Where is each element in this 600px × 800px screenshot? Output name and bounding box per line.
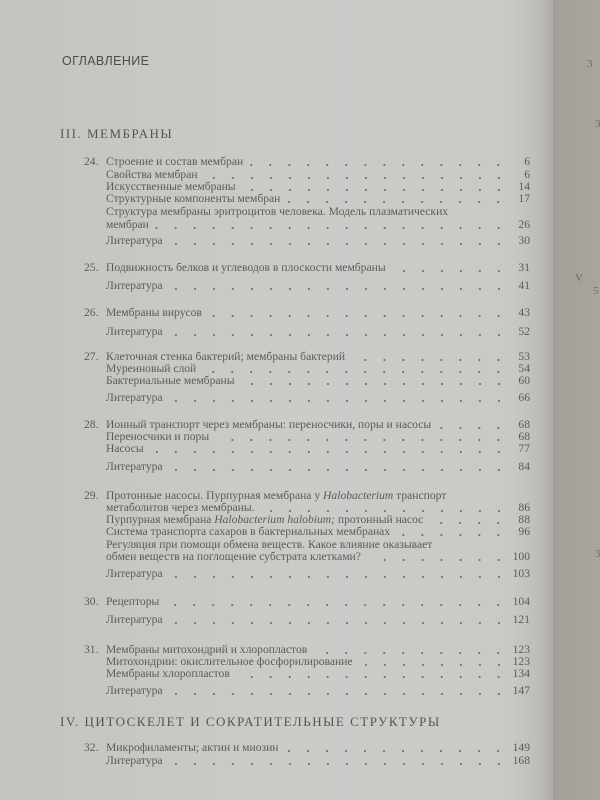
dot-leader [236,676,508,678]
page-number: 52 [518,325,530,338]
toc-entry[interactable] [84,668,530,680]
page-number: 41 [518,279,530,292]
entry-title: Протонные насосы. Пурпурная мембрана у Halobacterium транспорт [106,489,447,502]
page-number: 104 [512,595,530,608]
entry-title: Литература [106,234,163,247]
dot-leader [169,693,508,695]
page-title: ОГЛАВЛЕНИЕ [62,54,150,68]
page-number: 60 [518,374,530,387]
page-number: 30 [518,234,530,247]
entry-title: Литература [106,613,163,626]
page-number: 149 [512,741,530,754]
entry-title: Литература [106,279,163,292]
toc-entry[interactable] [84,375,530,387]
page-number: 26 [518,218,530,231]
chapter-number: 24. [84,155,99,168]
entry-title: Переносчики и поры [106,430,210,443]
page-number: 103 [512,567,530,580]
page-number: 6 [524,168,530,181]
toc-entry[interactable] [84,156,530,168]
page-number: 43 [518,306,530,319]
toc-entry[interactable] [84,193,530,205]
toc-entry[interactable] [84,461,530,473]
entry-title: Мембраны вирусов [106,306,202,319]
part-heading: III. МЕМБРАНЫ [60,126,174,141]
dot-leader [351,359,508,361]
entry-title: Подвижность белков и углеводов в плоскости мембраны [106,261,386,274]
page-number: 66 [518,391,530,404]
dot-leader [261,510,508,512]
facing-page-text: 3 [587,58,593,70]
entry-title: Регуляция при помощи обмена веществ. Какое влияние оказывает [106,538,433,551]
toc-entry[interactable] [84,443,530,455]
dot-leader [249,164,508,166]
page-edge [553,0,555,800]
dot-leader [437,427,508,429]
dot-leader [208,315,508,317]
entry-title: Литература [106,567,163,580]
entry-title: Литература [106,460,163,473]
dot-leader [438,547,508,549]
page-number: 14 [518,180,530,193]
dot-leader [155,227,508,229]
toc-entry[interactable] [84,742,530,754]
page-number: 121 [512,613,530,626]
entry-title: Бактериальные мембраны [106,374,235,387]
toc-entry[interactable] [84,614,530,626]
dot-leader [169,334,508,336]
dot-leader [150,451,508,453]
page-number: 53 [518,350,530,363]
page-number: 168 [512,754,530,767]
chapter-number: 28. [84,418,99,431]
entry-title: Система транспорта сахаров в бактериальных мембранах [106,525,391,538]
toc-entry[interactable] [84,392,530,404]
dot-leader [242,189,508,191]
toc-entry[interactable] [84,307,530,319]
entry-title: метаболитов через мембраны. [106,501,255,514]
dot-leader [429,522,508,524]
page-number: 77 [518,442,530,455]
dot-leader [169,469,508,471]
page-number: 68 [518,418,530,431]
page-number: 84 [518,460,530,473]
entry-title: Строение и состав мембран [106,155,244,168]
dot-leader [169,243,508,245]
dot-leader [392,270,508,272]
chapter-number: 27. [84,350,99,363]
dot-leader [169,576,508,578]
toc-entry[interactable] [84,280,530,292]
toc-entry[interactable] [84,596,530,608]
toc-entry[interactable] [84,568,530,580]
dot-leader [454,214,508,216]
page-number: 17 [518,192,530,205]
page-number: 134 [512,667,530,680]
entry-title: Литература [106,754,163,767]
dot-leader [169,622,508,624]
dot-leader [165,604,508,606]
toc-entry[interactable] [84,235,530,247]
entry-title: Литература [106,684,163,697]
toc-entry[interactable] [84,206,530,218]
chapter-number: 30. [84,595,99,608]
page-number: 54 [518,362,530,375]
dot-leader [215,439,508,441]
dot-leader [204,177,508,179]
toc-entry[interactable] [84,551,530,563]
entry-title: Ионный транспорт через мембраны: переносчики, поры и насосы [106,418,432,431]
entry-title: Митохондрии: окислительное фосфорилирование [106,655,353,668]
facing-page-text: V [575,272,583,284]
entry-title: Мембраны хлоропластов [106,667,230,680]
entry-title: Клеточная стенка бактерий; мембраны бактерий [106,350,346,363]
entry-title: Структурные компоненты мембран [106,192,281,205]
page-number: 147 [512,684,530,697]
dot-leader [202,371,508,373]
dot-leader [396,534,508,536]
dot-leader [241,383,508,385]
page-number: 31 [518,261,530,274]
dot-leader [359,664,508,666]
facing-page [555,0,600,800]
entry-title: Муреиновый слой [106,362,197,375]
dot-leader [452,498,508,500]
toc-entry[interactable] [84,326,530,338]
dot-leader [169,763,508,765]
entry-title: мембран [106,218,149,231]
page-number: 123 [512,655,530,668]
chapter-number: 26. [84,306,99,319]
page-number: 96 [518,525,530,538]
entry-title: Пурпурная мембрана Halobacterium halobium; протонный насос [106,513,424,526]
entry-title: Мембраны митохондрий и хлоропластов [106,643,308,656]
entry-title: Микрофиламенты; актин и миозин [106,741,279,754]
chapter-number: 25. [84,261,99,274]
toc-entry[interactable] [84,219,530,231]
page-number: 123 [512,643,530,656]
entry-title: Рецепторы [106,595,160,608]
chapter-number: 29. [84,489,99,502]
page-number: 100 [512,550,530,563]
entry-title: обмен веществ на поглощение субстрата клетками? [106,550,361,563]
dot-leader [284,750,508,752]
toc-entry[interactable] [84,526,530,538]
chapter-number: 32. [84,741,99,754]
page-number: 68 [518,430,530,443]
entry-title: Литература [106,325,163,338]
toc-entry[interactable] [84,755,530,767]
part-heading: IV. ЦИТОСКЕЛЕТ И СОКРАТИТЕЛЬНЫЕ СТРУКТУРЫ [60,714,441,729]
entry-title: Насосы [106,442,144,455]
page-number: 6 [524,155,530,168]
chapter-number: 31. [84,643,99,656]
toc-entry[interactable] [84,262,530,274]
dot-leader [313,652,508,654]
facing-page-text: 5 [593,285,599,297]
toc-entry[interactable] [84,685,530,697]
entry-title: Литература [106,391,163,404]
dot-leader [367,559,508,561]
page-number: 86 [518,501,530,514]
dot-leader [169,400,508,402]
entry-title: Структура мембраны эритроцитов человека. Модель плазматических [106,205,449,218]
page-number: 88 [518,513,530,526]
facing-page-text: 3 [595,548,600,560]
entry-title: Свойства мембран [106,168,198,181]
toc-entry[interactable] [84,431,530,443]
dot-leader [169,288,508,290]
entry-title: Искусственные мембраны [106,180,236,193]
facing-page-text: 3 [595,118,600,130]
dot-leader [286,201,508,203]
